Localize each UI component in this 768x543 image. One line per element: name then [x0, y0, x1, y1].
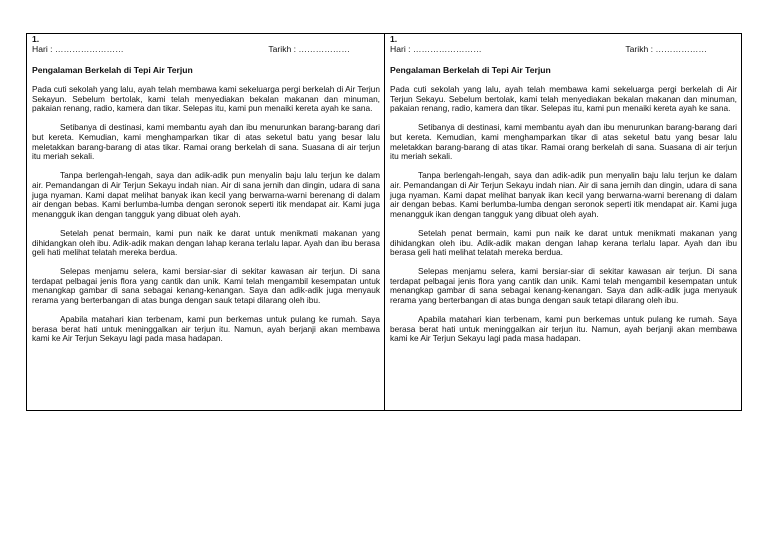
paragraph-3: Tanpa berlengah-lengah, saya dan adik-adik pun menyalin baju lalu terjun ke dalam air. Pemandangan di Air Terjun Sekayu indah nian. Air di sana jernih dan dingin, udara di sana juga nyaman. Kami dapat melihat banyak ikan kecil yang berwarna-warni berenang di dalam air dengan bebas. Kami berlumba-lumba dengan seronok seperti itik mendapat air. Kami juga menangguk ikan dengan tangguk yang dibuat oleh ayah. [32, 170, 380, 219]
paragraph-2: Setibanya di destinasi, kami membantu ayah dan ibu menurunkan barang-barang dari but kereta. Kemudian, kami menghamparkan tikar di atas seketul batu yang besar lalu meletakkan barang-barang di atas tikar. Ramai orang berkelah di sana. Suasana di air terjun itu meriah sekali. [32, 122, 380, 162]
paragraph-4: Setelah penat bermain, kami pun naik ke darat untuk menikmati makanan yang dihidangkan oleh ibu. Adik-adik makan dengan lahap kerana terlalu lapar. Ayah dan ibu berasa geli hati melihat telatah mereka berdua. [390, 227, 737, 258]
paragraph-1: Pada cuti sekolah yang lalu, ayah telah membawa kami sekeluarga pergi berkelah di Air Terjun Sekayu. Sebelum bertolak, kami telah menyediakan bekalan makanan dan minuman, pakaian renang, radio, kamera dan tikar. Selepas itu, kami pun menaiki kereta ayah ke sana. [390, 84, 737, 114]
header-row [390, 44, 737, 54]
paragraph-2: Setibanya di destinasi, kami membantu ayah dan ibu menurunkan barang-barang dari but kereta. Kemudian, kami menghamparkan tikar di atas seketul batu yang besar lalu meletakkan barang-barang di atas tikar. Ramai orang berkelah di sana. Suasana di air terjun itu meriah sekali. [390, 122, 737, 162]
paragraph-5: Selepas menjamu selera, kami bersiar-siar di sekitar kawasan air terjun. Di sana terdapat pelbagai jenis flora yang cantik dan unik. Kami telah mengambil kesempatan untuk menangkap gambar di sana sebagai kenang-kenangan. Saya dan adik-adik juga menyauk rerama yang berterbangan di atas bunga dengan sauk tetapi dilarang oleh ibu. [390, 266, 737, 306]
essay-title: Pengalaman Berkelah di Tepi Air Terjun [390, 65, 551, 75]
header-row [32, 44, 380, 54]
worksheet-left [27, 34, 384, 410]
paragraph-3: Tanpa berlengah-lengah, saya dan adik-adik pun menyalin baju lalu terjun ke dalam air. Pemandangan di Air Terjun Sekayu indah nian. Air di sana jernih dan dingin, udara di sana juga nyaman. Kami dapat melihat banyak ikan kecil yang berwarna-warni berenang di dalam air dengan bebas. Kami berlumba-lumba dengan seronok seperti itik mendapat air. Kami juga menangguk ikan dengan tangguk yang dibuat oleh ayah. [390, 170, 737, 219]
paragraph-6: Apabila matahari kian terbenam, kami pun berkemas untuk pulang ke rumah. Saya berasa berat hati untuk meninggalkan air terjun itu. Namun, ayah berjanji akan membawa kami ke Air Terjun Sekayu lagi pada masa hadapan. [390, 314, 737, 344]
paragraph-5: Selepas menjamu selera, kami bersiar-siar di sekitar kawasan air terjun. Di sana terdapat pelbagai jenis flora yang cantik dan unik. Kami telah mengambil kesempatan untuk menangkap gambar di sana sebagai kenang-kenangan. Saya dan adik-adik juga menyauk rerama yang berterbangan di atas bunga dengan sauk tetapi dilarang oleh ibu. [32, 266, 380, 306]
day-label: Hari : …………………… [32, 44, 124, 54]
worksheet-right [384, 34, 741, 410]
worksheet-frame [26, 33, 742, 411]
question-number: 1. [32, 34, 40, 44]
day-label: Hari : …………………… [390, 44, 482, 54]
paragraph-4: Setelah penat bermain, kami pun naik ke darat untuk menikmati makanan yang dihidangkan oleh ibu. Adik-adik makan dengan lahap kerana terlalu lapar. Ayah dan ibu berasa geli hati melihat telatah mereka berdua. [32, 227, 380, 258]
essay-title: Pengalaman Berkelah di Tepi Air Terjun [32, 65, 193, 75]
date-label: Tarikh : ……………… [625, 44, 707, 54]
date-label: Tarikh : ……………… [268, 44, 350, 54]
question-number: 1. [390, 34, 398, 44]
paragraph-6: Apabila matahari kian terbenam, kami pun berkemas untuk pulang ke rumah. Saya berasa berat hati untuk meninggalkan air terjun itu. Namun, ayah berjanji akan membawa kami ke Air Terjun Sekayu lagi pada masa hadapan. [32, 314, 380, 344]
paragraph-1: Pada cuti sekolah yang lalu, ayah telah membawa kami sekeluarga pergi berkelah di Air Terjun Sekayun. Sebelum bertolak, kami telah menyediakan bekalan makanan dan minuman, pakaian renang, radio, kamera dan tikar. Selepas itu, kami pun menaiki kereta ayah ke sana. [32, 84, 380, 114]
